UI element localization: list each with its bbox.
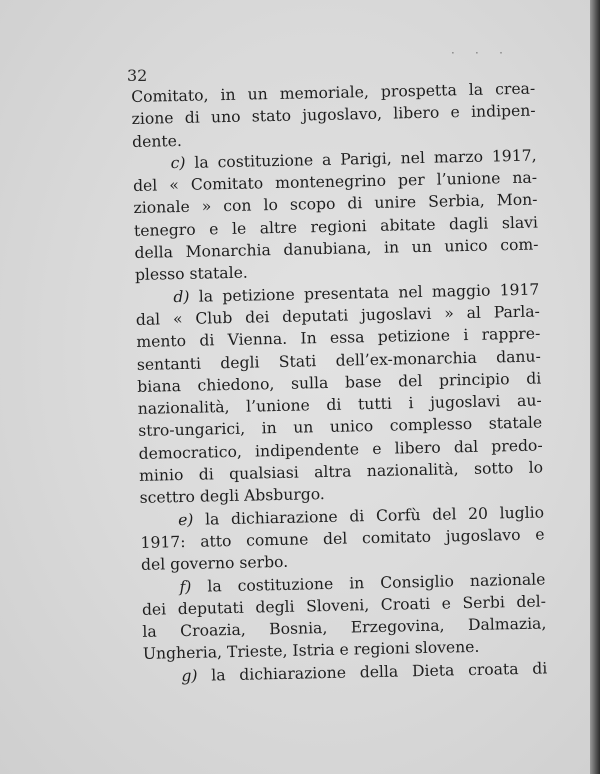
line-text: la dichiarazione di Corfù del 20 luglio — [193, 503, 545, 529]
list-marker: d) — [173, 287, 190, 306]
list-marker: f) — [179, 577, 192, 596]
line-text: plesso statale. — [134, 263, 248, 285]
line-text: la petizione presentata nel maggio 1917 — [189, 280, 540, 306]
line-text: mento di Vienna. In essa petizione i rappre- — [136, 324, 541, 352]
line-text: Ungheria, Trieste, Istria e regioni slovene. — [142, 638, 480, 664]
body-text — [131, 78, 548, 688]
line-text: nazionalità, l’unione di tutti i jugoslavi au- — [137, 391, 542, 419]
line-text: dente. — [131, 131, 183, 151]
line-text: tenegro e le altre regioni abitate dagli slavi — [133, 213, 539, 240]
list-marker: c) — [170, 153, 186, 173]
line-text: dei deputati degli Sloveni, Croati e Serbi del- — [141, 592, 547, 619]
list-marker: g) — [181, 666, 198, 685]
line-text: dal « Club dei deputati jugoslavi » al Parla- — [135, 302, 540, 329]
line-text: del « Comitato montenegrino per l’unione na- — [132, 168, 538, 196]
line-text: della Monarchia danubiana, in un unico com- — [134, 235, 539, 263]
print-marks: · · · — [449, 48, 510, 59]
line-text: zionale » con lo scopo di unire Serbia, Mon- — [133, 190, 538, 218]
line-text: minio di qualsiasi altra nazionalità, sotto lo — [138, 458, 544, 485]
line-text: scettro degli Absburgo. — [139, 485, 325, 508]
line-text: 1917: atto comune del comitato jugoslavo e — [140, 525, 545, 552]
line-text: la dichiarazione della Dieta croata di — [197, 659, 548, 685]
line-text: Comitato, in un memoriale, prospetta la crea- — [131, 79, 536, 106]
page-edge-shadow — [590, 0, 600, 774]
list-marker: e) — [177, 510, 194, 529]
line-text: del governo serbo. — [140, 553, 289, 575]
line-text: zione di uno stato jugoslavo, libero e indipen- — [131, 101, 536, 129]
line-text: la Croazia, Bosnia, Erzegovina, Dalmazia, — [142, 614, 547, 642]
line-text: stro-ungarici, in un unico complesso statale — [138, 413, 543, 441]
line-text: la costituzione a Parigi, nel marzo 1917, — [185, 146, 537, 172]
page-number: 32 — [127, 66, 148, 85]
line-text: democratico, indipendente e libero dal predo- — [138, 436, 543, 463]
line-text: la costituzione in Consiglio nazionale — [191, 569, 546, 596]
line-text: sentanti degli Stati dell’ex-monarchia danu- — [136, 347, 541, 374]
line-text: biana chiedono, sulla base del principio di — [137, 369, 542, 396]
